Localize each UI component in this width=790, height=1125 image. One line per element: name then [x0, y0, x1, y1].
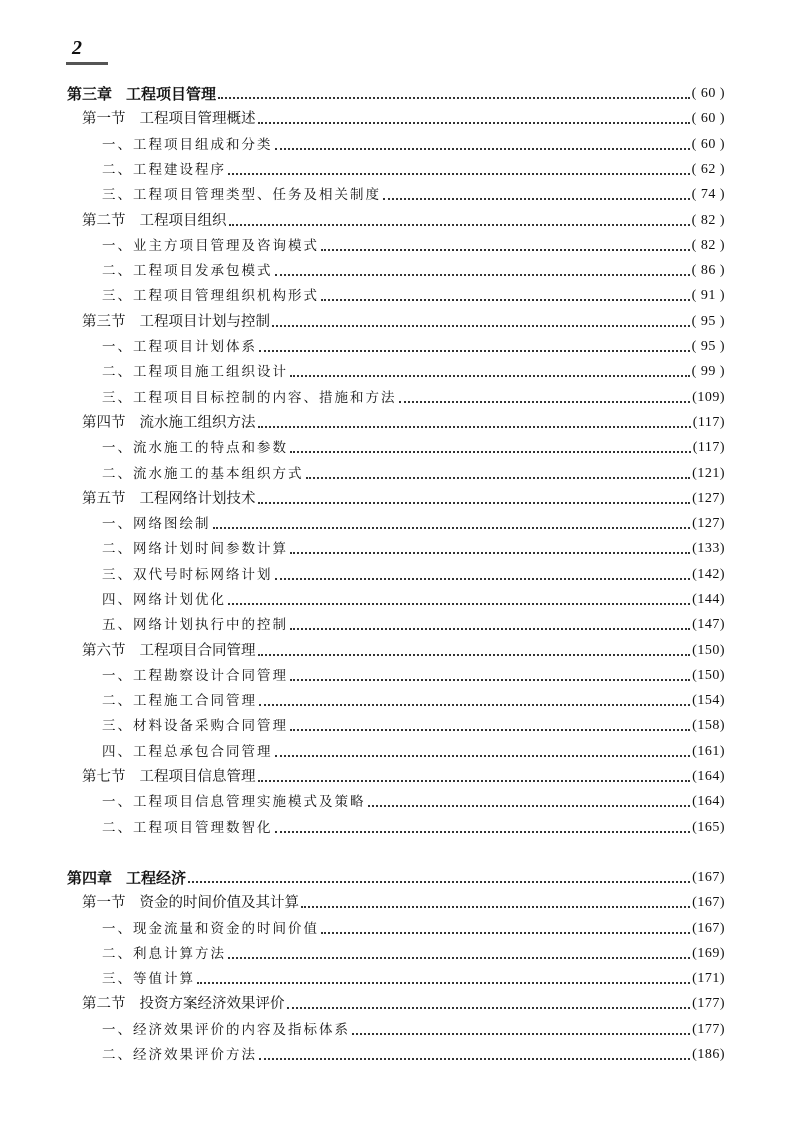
- dot-leader: [275, 831, 691, 833]
- toc-entry-number: 第三章: [67, 85, 113, 103]
- toc-entry-label: [82, 411, 256, 435]
- toc-page-number: (171): [692, 971, 725, 986]
- toc-entry-title: 三、工程项目管理类型、任务及相关制度: [102, 187, 381, 203]
- dot-leader: [383, 198, 690, 200]
- toc-entry-label: [102, 436, 288, 460]
- toc-entry-label: [102, 537, 288, 561]
- toc-page-number: ( 91 ): [691, 288, 725, 303]
- toc-entry-title: 工程经济: [126, 869, 187, 887]
- toc-entry-number: 第一节: [82, 111, 126, 127]
- dot-leader: [399, 401, 691, 403]
- toc-entry-number: 第七节: [82, 769, 126, 785]
- toc-entry-number: 第二节: [82, 996, 126, 1012]
- toc-item: [102, 462, 725, 486]
- toc-item: [102, 1018, 725, 1042]
- toc-section: [82, 209, 725, 233]
- toc-entry-label: [102, 588, 226, 612]
- dot-leader: [301, 906, 690, 908]
- toc-entry-label: [102, 613, 288, 637]
- toc-item: [102, 664, 725, 688]
- dot-leader: [368, 805, 691, 807]
- toc-entry-label: [82, 107, 256, 131]
- toc-item: [102, 563, 725, 587]
- toc-entry-title: 二、经济效果评价方法: [102, 1047, 257, 1063]
- dot-leader: [275, 148, 690, 150]
- toc-entry-label: [102, 284, 319, 308]
- toc-page-number: (117): [692, 415, 725, 430]
- dot-leader: [229, 224, 690, 226]
- toc-item: [102, 714, 725, 738]
- toc-page-number: (133): [692, 541, 725, 556]
- dot-leader: [290, 451, 691, 453]
- toc-page-number: ( 60 ): [691, 111, 725, 126]
- dot-leader: [188, 881, 690, 883]
- toc-entry-label: [102, 1043, 257, 1067]
- toc-entry-title: 一、流水施工的特点和参数: [102, 440, 288, 456]
- dot-leader: [272, 325, 690, 327]
- toc-page-number: (177): [692, 996, 725, 1011]
- dot-leader: [290, 729, 690, 731]
- dot-leader: [228, 173, 690, 175]
- toc-item: [102, 436, 725, 460]
- toc-section: [82, 487, 725, 511]
- toc-page-number: (165): [692, 820, 725, 835]
- toc-item: [102, 234, 725, 258]
- dot-leader: [287, 1007, 691, 1009]
- toc-page-number: (164): [692, 769, 725, 784]
- toc-entry-title: 二、利息计算方法: [102, 946, 226, 962]
- toc-item: [102, 1043, 725, 1067]
- toc-entry-label: [102, 158, 226, 182]
- toc-entry-number: 第五节: [82, 491, 126, 507]
- toc-entry-label: [102, 967, 195, 991]
- dot-leader: [258, 502, 691, 504]
- toc-entry-label: [102, 816, 273, 840]
- toc-entry-title: 五、网络计划执行中的控制: [102, 617, 288, 633]
- toc-item: [102, 512, 725, 536]
- dot-leader: [290, 628, 690, 630]
- toc-entry-label: [102, 133, 273, 157]
- toc-page-number: ( 95 ): [691, 314, 725, 329]
- toc-page-number: (164): [692, 794, 725, 809]
- toc-entry-title: 一、网络图绘制: [102, 516, 211, 532]
- toc-entry-title: 一、工程项目组成和分类: [102, 137, 273, 153]
- dot-leader: [259, 350, 690, 352]
- dot-leader: [259, 1058, 690, 1060]
- toc-section: [82, 992, 725, 1016]
- toc-entry-label: [102, 335, 257, 359]
- dot-leader: [258, 426, 691, 428]
- toc-chapter: [67, 82, 725, 106]
- toc-page-number: ( 60 ): [691, 86, 725, 101]
- toc-item: [102, 790, 725, 814]
- toc-entry-title: 资金的时间价值及其计算: [139, 895, 299, 911]
- toc-entry-label: [102, 714, 288, 738]
- toc-entry-title: 工程项目组织: [139, 213, 227, 229]
- toc-entry-label: [82, 992, 285, 1016]
- toc-entry-label: [102, 790, 366, 814]
- toc-entry-label: [102, 512, 211, 536]
- toc-entry-number: 第四节: [82, 415, 126, 431]
- toc-page-number: (167): [692, 921, 725, 936]
- toc-entry-label: [102, 1018, 350, 1042]
- dot-leader: [258, 654, 691, 656]
- toc-entry-number: 第六节: [82, 643, 126, 659]
- toc-page-number: (121): [692, 466, 725, 481]
- toc-item: [102, 740, 725, 764]
- toc-entry-label: [82, 765, 256, 789]
- toc-entry-label: [102, 360, 288, 384]
- toc-entry-title: 工程项目信息管理: [139, 769, 256, 785]
- toc-entry-label: [102, 386, 397, 410]
- toc-entry-title: 四、工程总承包合同管理: [102, 744, 273, 760]
- toc-entry-title: 三、等值计算: [102, 971, 195, 987]
- toc-page-number: ( 82 ): [691, 238, 725, 253]
- toc-entry-label: [82, 891, 299, 915]
- dot-leader: [258, 122, 690, 124]
- toc-entry-label: [102, 563, 273, 587]
- toc-page-number: (147): [692, 617, 725, 632]
- toc-page-number: (150): [692, 643, 725, 658]
- toc-item: [102, 588, 725, 612]
- toc-section: [82, 891, 725, 915]
- dot-leader: [352, 1033, 690, 1035]
- dot-leader: [306, 477, 691, 479]
- toc-entry-label: [102, 259, 273, 283]
- toc-page-number: ( 74 ): [691, 187, 725, 202]
- toc-entry-title: 二、工程项目施工组织设计: [102, 364, 288, 380]
- toc-item: [102, 183, 725, 207]
- toc-page-number: ( 99 ): [691, 364, 725, 379]
- toc-section: [82, 639, 725, 663]
- toc-item: [102, 259, 725, 283]
- toc-entry-label: [102, 664, 288, 688]
- toc-entry-label: [102, 917, 319, 941]
- toc-page-number: (186): [692, 1047, 725, 1062]
- toc-entry-title: 二、网络计划时间参数计算: [102, 541, 288, 557]
- toc-page-number: (154): [692, 693, 725, 708]
- toc-entry-title: 一、工程项目计划体系: [102, 339, 257, 355]
- toc-entry-title: 投资方案经济效果评价: [139, 996, 285, 1012]
- toc-page-number: (142): [692, 567, 725, 582]
- toc-item: [102, 360, 725, 384]
- toc-entry-label: [102, 689, 257, 713]
- toc-item: [102, 284, 725, 308]
- toc-page-number: (127): [692, 516, 725, 531]
- toc-item: [102, 158, 725, 182]
- toc-page-number: (177): [692, 1022, 725, 1037]
- toc-chapter: [67, 866, 725, 890]
- toc-entry-title: 流水施工组织方法: [139, 415, 256, 431]
- toc-entry-title: 四、网络计划优化: [102, 592, 226, 608]
- toc-item: [102, 689, 725, 713]
- dot-leader: [321, 932, 690, 934]
- dot-leader: [228, 957, 690, 959]
- toc-page-number: (144): [692, 592, 725, 607]
- toc-page-number: (127): [692, 491, 725, 506]
- toc-page-number: ( 62 ): [691, 162, 725, 177]
- toc-page-number: (117): [692, 440, 725, 455]
- dot-leader: [197, 982, 690, 984]
- toc-entry-number: 第四章: [67, 869, 113, 887]
- toc-entry-title: 二、工程建设程序: [102, 162, 226, 178]
- toc-section: [82, 310, 725, 334]
- toc-entry-title: 一、工程项目信息管理实施模式及策略: [102, 794, 366, 810]
- page-number-rule: [66, 62, 108, 65]
- dot-leader: [275, 274, 690, 276]
- dot-leader: [258, 780, 691, 782]
- toc-page-number: ( 60 ): [691, 137, 725, 152]
- toc-entry-label: [82, 639, 256, 663]
- dot-leader: [228, 603, 690, 605]
- dot-leader: [259, 704, 690, 706]
- toc-item: [102, 816, 725, 840]
- toc-entry-number: 第二节: [82, 213, 126, 229]
- toc-entry-title: 三、工程项目管理组织机构形式: [102, 288, 319, 304]
- toc-entry-title: 二、工程施工合同管理: [102, 693, 257, 709]
- toc-entry-number: 第一节: [82, 895, 126, 911]
- toc-item: [102, 613, 725, 637]
- toc-page-number: (109): [692, 390, 725, 405]
- toc-entry-title: 工程项目管理: [126, 85, 217, 103]
- toc-entry-title: 工程项目管理概述: [139, 111, 256, 127]
- toc-entry-title: 三、工程项目目标控制的内容、措施和方法: [102, 390, 397, 406]
- toc-page-number: (167): [692, 870, 725, 885]
- toc-item: [102, 386, 725, 410]
- toc-section: [82, 765, 725, 789]
- dot-leader: [290, 679, 690, 681]
- toc-item: [102, 335, 725, 359]
- toc-entry-label: [82, 310, 270, 334]
- toc-page-number: (150): [692, 668, 725, 683]
- toc-item: [102, 917, 725, 941]
- toc-page-number: ( 82 ): [691, 213, 725, 228]
- toc-page-number: (158): [692, 718, 725, 733]
- toc-entry-label: [102, 942, 226, 966]
- toc-entry-label: [102, 740, 273, 764]
- toc-entry-label: [102, 183, 381, 207]
- toc-entry-title: 三、双代号时标网络计划: [102, 567, 273, 583]
- toc-entry-label: [67, 82, 216, 106]
- toc-page-number: (169): [692, 946, 725, 961]
- toc-entry-title: 一、业主方项目管理及咨询模式: [102, 238, 319, 254]
- dot-leader: [218, 97, 690, 99]
- toc-page-number: ( 95 ): [691, 339, 725, 354]
- toc-section: [82, 107, 725, 131]
- toc-item: [102, 537, 725, 561]
- toc-entry-title: 工程项目计划与控制: [139, 314, 270, 330]
- toc-entry-title: 三、材料设备采购合同管理: [102, 718, 288, 734]
- toc-entry-label: [102, 234, 319, 258]
- dot-leader: [213, 527, 691, 529]
- toc-page-number: (167): [692, 895, 725, 910]
- toc-page-number: ( 86 ): [691, 263, 725, 278]
- toc-entry-title: 工程项目合同管理: [139, 643, 256, 659]
- toc-entry-label: [82, 487, 256, 511]
- toc-item: [102, 942, 725, 966]
- toc-entry-label: [67, 866, 186, 890]
- toc-entry-title: 一、现金流量和资金的时间价值: [102, 921, 319, 937]
- dot-leader: [321, 249, 690, 251]
- dot-leader: [275, 578, 691, 580]
- toc-entry-title: 工程网络计划技术: [139, 491, 256, 507]
- toc-entry-label: [102, 462, 304, 486]
- dot-leader: [290, 375, 690, 377]
- toc-item: [102, 133, 725, 157]
- dot-leader: [321, 299, 690, 301]
- toc-entry-label: [82, 209, 227, 233]
- toc-item: [102, 967, 725, 991]
- dot-leader: [275, 755, 691, 757]
- toc-entry-title: 二、工程项目发承包模式: [102, 263, 273, 279]
- toc-section: [82, 411, 725, 435]
- dot-leader: [290, 552, 690, 554]
- toc-entry-title: 二、工程项目管理数智化: [102, 820, 273, 836]
- toc-entry-title: 二、流水施工的基本组织方式: [102, 466, 304, 482]
- toc-page-number: (161): [692, 744, 725, 759]
- toc-entry-number: 第三节: [82, 314, 126, 330]
- toc-entry-title: 一、工程勘察设计合同管理: [102, 668, 288, 684]
- page-number: 2: [72, 37, 82, 59]
- toc-entry-title: 一、经济效果评价的内容及指标体系: [102, 1022, 350, 1038]
